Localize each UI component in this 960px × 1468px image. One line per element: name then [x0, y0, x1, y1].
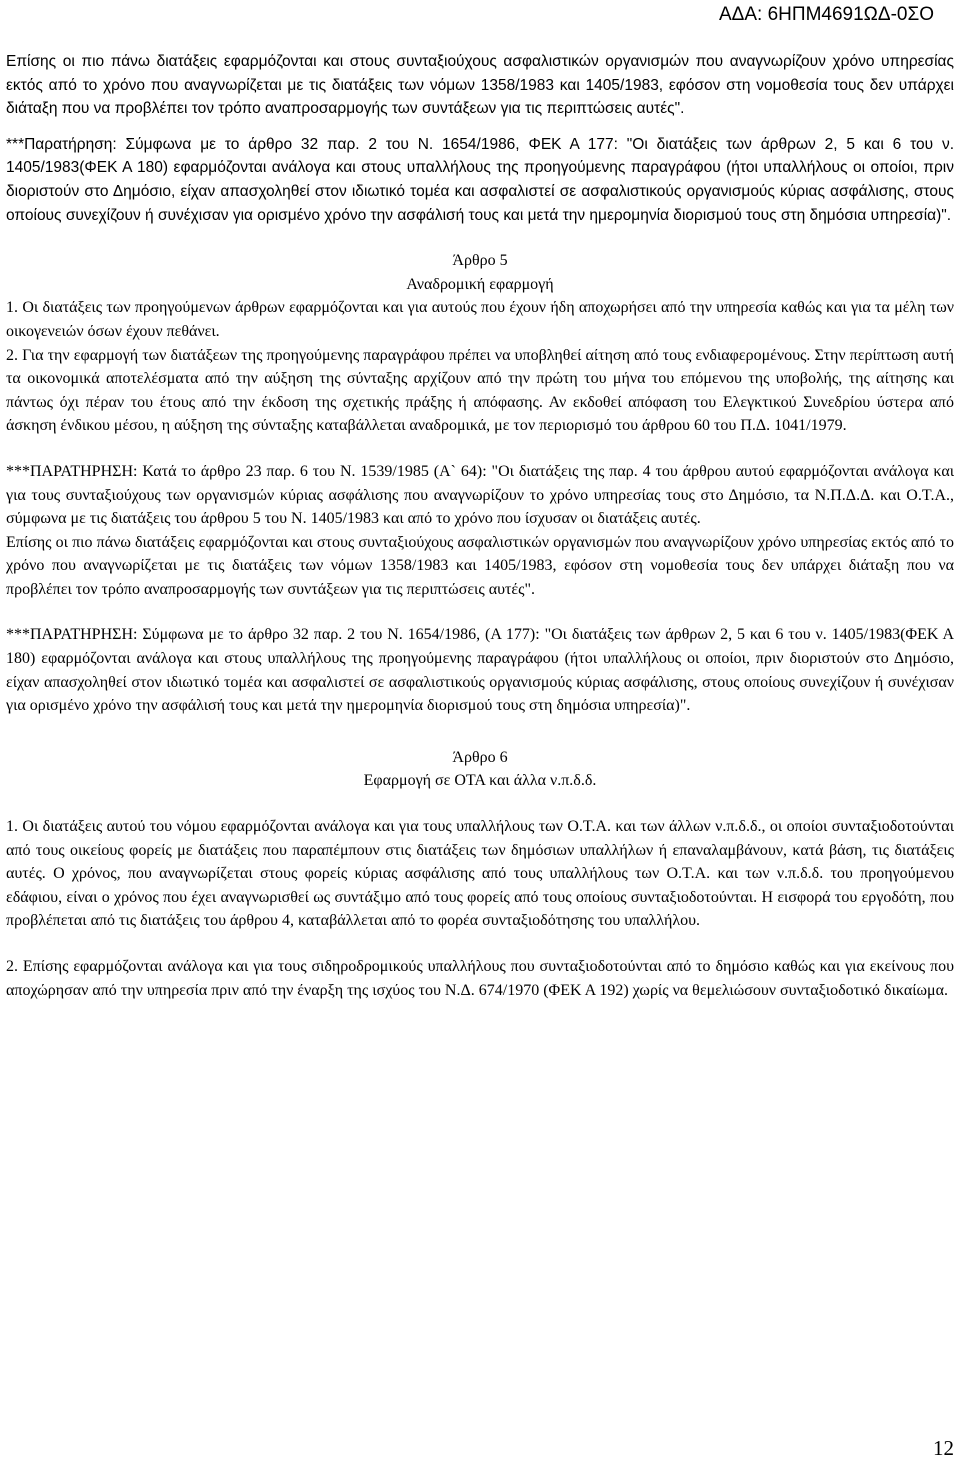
document-body [6, 50, 954, 1002]
article-5-paragraph-1: 1. Οι διατάξεις των προηγούμενων άρθρων εφαρμόζονται και για αυτούς που έχουν ήδη αποχωρήσει από την υπηρεσία καθώς και για τα μέλη των οικογενειών όσων έχουν πεθάνει. [6, 299, 954, 340]
paragraph-pension-provisions: Επίσης οι πιο πάνω διατάξεις εφαρμόζονται και στους συνταξιούχους ασφαλιστικών οργανισμών που αναγνωρίζουν χρόνο υπηρεσίας εκτός από το χρόνο που αναγνωρίζεται με τις διατάξεις των νόμων 1358/1983 και 1405/1983, εφόσον στη νομοθεσία τους δεν υπάρχει διάταξη που να προβλέπει τον τρόπο αναπροσαρμογής των συντάξεων για τις περιπτώσεις αυτές". [6, 53, 954, 118]
paragraph-pension-provisions-repeat: Επίσης οι πιο πάνω διατάξεις εφαρμόζονται και στους συνταξιούχους ασφαλιστικών οργανισμών που αναγνωρίζουν χρόνο υπηρεσίας εκτός από το χρόνο που αναγνωρίζεται με τις διατάξεις των νόμων 1358/1983 και 1405/1983, εφόσον στη νομοθεσία τους δεν υπάρχει διάταξη που να προβλέπει τον τρόπο αναπροσαρμογής των συντάξεων για τις περιπτώσεις αυτές". [6, 533, 954, 598]
article-5-paragraph-2: 2. Για την εφαρμογή των διατάξεων της προηγούμενης παραγράφου πρέπει να υποβληθεί αίτηση από τους ενδιαφερομένους. Στην περίπτωση αυτή τα οικονομικά αποτελέσματα από την αύξηση της σύνταξης αρχίζουν από την πρώτη του μήνα του επόμενου της υποβολής, της αίτησης και πάντως όχι πέραν του έτους από την έκδοση της σχετικής πράξης ή απόφασης. Αν εκδοθεί απόφαση του Ελεγκτικού Συνεδρίου ύστερα από άσκηση ένδικου μέσου, η αύξηση της σύνταξης καταβάλλεται αναδρομικά, με τον περιορισμό του άρθρου 60 του Π.Δ. 1041/1979. [6, 346, 954, 435]
article-6-paragraph-1: 1. Οι διατάξεις αυτού του νόμου εφαρμόζονται ανάλογα και για τους υπαλλήλους των Ο.Τ.Α. και των άλλων ν.π.δ.δ., οι οποίοι συνταξιοδοτούνται από τους οικείους φορείς με διατάξεις που παραπέμπουν στις διατάξεις των δημόσιων υπαλλήλων ή επαναλαμβάνουν, κατά βάση, τις διατάξεις αυτές. Ο χρόνος, που αναγνωρίζεται στους φορείς κύριας ασφάλισης από τους υπαλλήλους των Ο.Τ.Α. και των ν.π.δ.δ. του προηγούμενου εδάφιου, είναι ο χρόνος που έχει αναγνωρισθεί ως συντάξιμο από τους φορείς από τους οποίους συνταξιοδοτούνται. Η εισφορά του εργοδότη, που προβλέπεται από τις διατάξεις του άρθρου 4, καταβάλλεται από το φορέα συνταξιοδότησης του υπαλλήλου. [6, 818, 954, 930]
article-6-title: Άρθρο 6 [452, 748, 508, 766]
note-article-23: ***ΠΑΡΑΤΗΡΗΣΗ: Κατά το άρθρο 23 παρ. 6 του Ν. 1539/1985 (Α` 64): "Οι διατάξεις της παρ. 4 του άρθρου αυτού εφαρμόζονται ανάλογα και για τους συνταξιούχους των οργανισμών κύριας ασφάλισης που αναγνωρίζουν το χρόνο υπηρεσίας τους στο Δημόσιο, τα Ν.Π.Δ.Δ. και Ο.Τ.Α., σύμφωνα με τις διατάξεις του άρθρου 5 του Ν. 1405/1983 και από το χρόνο που ίσχυσαν οι διατάξεις αυτές. [6, 462, 954, 528]
article-6-paragraph-2: 2. Επίσης εφαρμόζονται ανάλογα και για τους σιδηροδρομικούς υπαλλήλους που συνταξιοδοτούνται από το δημόσιο καθώς και για εκείνους που αποχώρησαν από την υπηρεσία πριν από την έναρξη της ισχύος του Ν.Δ. 674/1970 (ΦΕΚ Α 192) χωρίς να θεμελιώσουν συνταξιοδοτικό δικαίωμα. [6, 958, 954, 999]
note-article-32: ***Παρατήρηση: Σύμφωνα με το άρθρο 32 παρ. 2 του Ν. 1654/1986, ΦΕΚ Α 177: "Οι διατάξεις των άρθρων 2, 5 και 6 του ν. 1405/1983(ΦΕΚ Α 180) εφαρμόζονται ανάλογα και στους υπαλλήλους της προηγούμενης παραγράφου (ήτοι υπαλλήλους οι οποίοι, πριν διοριστούν στο Δημόσιο, είχαν απασχοληθεί στον ιδιωτικό τομέα και ασφαλιστεί σε ασφαλιστικούς οργανισμούς κύριας ασφάλισης, στους οποίους συνεχίζουν ή συνέχισαν για ορισμένο χρόνο την ασφάλισή τους και μετά την ημερομηνία διορισμού τους στη δημόσια υπηρεσία)". [6, 135, 954, 224]
ada-code: ΑΔΑ: 6ΗΠΜ4691ΩΔ-0ΣΟ [718, 4, 934, 25]
article-6-subtitle: Εφαρμογή σε ΟΤΑ και άλλα ν.π.δ.δ. [363, 772, 597, 790]
article-5-subtitle: Αναδρομική εφαρμογή [406, 275, 554, 293]
article-5-title: Άρθρο 5 [452, 252, 508, 270]
page-number: 12 [933, 1436, 954, 1460]
note-article-32-repeat: ***ΠΑΡΑΤΗΡΗΣΗ: Σύμφωνα με το άρθρο 32 παρ. 2 του Ν. 1654/1986, (Α 177): "Οι διατάξεις των άρθρων 2, 5 και 6 του ν. 1405/1983(ΦΕΚ Α 180) εφαρμόζονται ανάλογα και στους υπαλλήλους της προηγούμενης παραγράφου (ήτοι υπαλλήλους οι οποίοι, πριν διοριστούν στο Δημόσιο, είχαν απασχοληθεί στον ιδιωτικό τομέα και ασφαλιστεί σε ασφαλιστικούς οργανισμούς κύριας ασφάλισης, στους οποίους συνεχίζουν ή συνέχισαν για ορισμένο χρόνο την ασφάλισή τους και μετά την ημερομηνία διορισμού τους στη δημόσια υπηρεσία)". [6, 626, 954, 715]
